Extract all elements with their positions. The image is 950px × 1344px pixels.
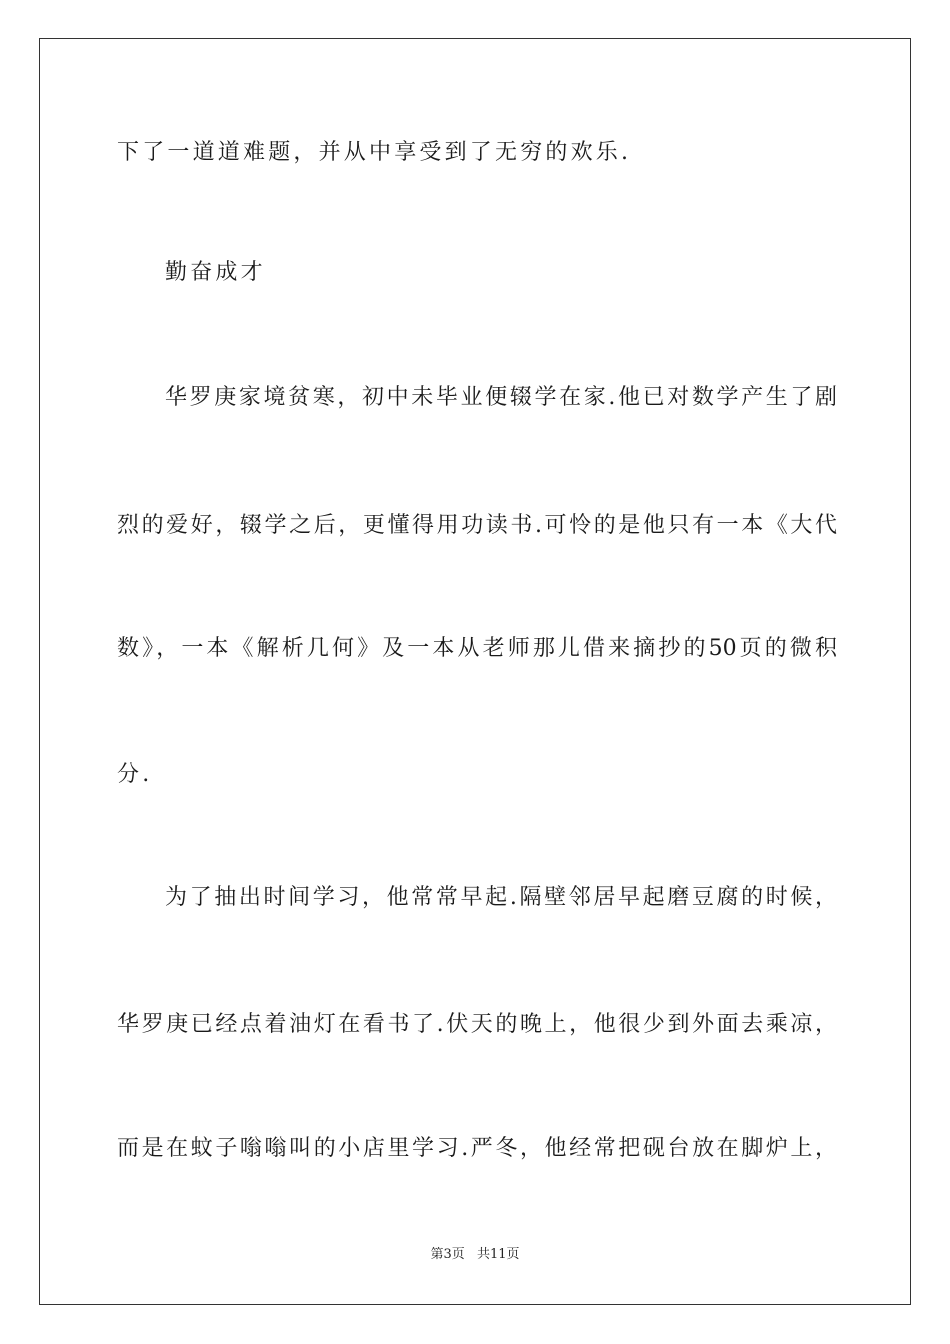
text-line-7: 为了抽出时间学习，他常常早起.隔壁邻居早起磨豆腐的时候， [165, 885, 837, 910]
text-line-8: 华罗庚已经点着油灯在看书了.伏天的晚上，他很少到外面去乘凉， [117, 1012, 837, 1037]
page-number-total: 共11页 [476, 1247, 520, 1262]
text-line-4: 烈的爱好，辍学之后，更懂得用功读书.可怜的是他只有一本《大代 [117, 513, 837, 538]
text-line-1: 下了一道道难题，并从中享受到了无穷的欢乐. [117, 140, 632, 165]
page-number-current: 第3页 [430, 1247, 465, 1262]
section-heading: 勤奋成才 [165, 260, 266, 285]
text-line-6: 分. [117, 762, 153, 787]
text-line-5: 数》，一本《解析几何》及一本从老师那儿借来摘抄的50页的微积 [117, 636, 837, 661]
text-line-9: 而是在蚊子嗡嗡叫的小店里学习.严冬，他经常把砚台放在脚炉上， [117, 1136, 837, 1161]
text-line-3: 华罗庚家境贫寒，初中未毕业便辍学在家.他已对数学产生了剧 [165, 385, 837, 410]
page-frame [39, 38, 911, 1305]
page-footer [0, 1246, 950, 1264]
